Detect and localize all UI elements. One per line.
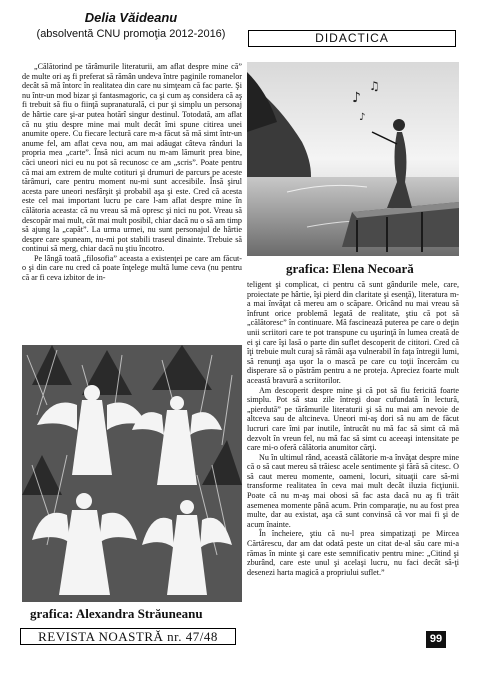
- caption-left: grafica: Alexandra Străuneanu: [30, 606, 203, 621]
- svg-text:♪: ♪: [359, 112, 366, 123]
- illustration-angels: [22, 345, 242, 602]
- page-number: 99: [426, 631, 446, 648]
- svg-text:♪: ♪: [352, 90, 361, 106]
- caption-right: grafica: Elena Necoară: [286, 261, 414, 276]
- magazine-footer: REVISTA NOASTRĂ nr. 47/48: [20, 628, 236, 645]
- paragraph: „Călătorind pe tărâmurile literaturii, am aflat despre mine că” de multe ori aş fi preferat să rămân undeva între paginile romanelor decât să mă întorc în realitatea din care nu simţeam că fac parte. Şi nu într-un mod bizar şi fantasmagoric, ca şi cum aş considera că aş fi trebuit să fiu o fiinţă supranaturală, ci pur şi simplu un personaj de hârtie care şi-ar putea hotărî singur destinul. Totodată, am aflat că nu ştiu despre mine mai mult decât îmi spune citirea unei anumite opere. Cu fiecare lectură care m-a făcut să mă simt într-un anume fel, am aflat ceva nou, am mai adăugat câteva rânduri la propria mea „carte”. Însă nici acum nu m-am lămurit prea bine, căci uneori nici eu nu pot să recunosc ce am „scris”. Poate pentru că mai am extrem de multe cotituri şi drumuri de parcurs pe aceste tărâmuri, care pentru moment nu-mi sunt accesibile. Însă şirul acesta pare uneori nesfârşit şi probabil aşa şi este. Cred că acesta este cel mai important lucru pe care l-am aflat despre mine în călătoria aceasta: că nu vreau să mă opresc şi nici nu pot. Vreau să descopăr mai mult, căt mai mult posibil, chiar dacă nu o să am timp să ajung la „capăt”. La urma urmei, nu sunt personajul de hârtie despre care spuneam, nu-mi pot stabili traseul dinainte. Trebuie să continui să merg, chiar dacă nu ştiu încotro.: [22, 62, 242, 254]
- paragraph: În încheiere, ştiu că nu-l prea simpatizaţi pe Mircea Cărtărescu, dar am dat odată peste un citat de-al său care mi-a rămas în minte şi care este semnificativ pentru mine: „Citind şi zburând, care este unul şi acelaşi lucru, nu faci decât să-ţi desenezi harta magică a propriului suflet.”: [247, 529, 459, 577]
- author-name: Delia Văideanu: [84, 10, 178, 25]
- illustration-violinist: [247, 62, 459, 256]
- author-subtitle: (absolventă CNU promoţia 2012-2016): [36, 28, 226, 40]
- section-title: DIDACTICA: [248, 30, 456, 47]
- paragraph: teligent şi complicat, ci pentru că sunt gândurile mele, care, proiectate pe hârtie, îşi pierd din claritate şi esenţă), literatura m-a mai învăţat că mereu am o scăpare. Oricând nu mai vreau să înfrunt orice problemă legată de realitate, ştiu că pot să „călătoresc” în continuare. Mă fascinează puterea pe care o deţin unii scriitori care te pot transpune cu uşurinţă în lumea creată de ei şi care îşi lasă o parte din suflet descoperit de cititori. Cred că îţi trebuie mult curaj să rămâi aşa vulnerabil în faţa întregii lumi, să renunţi aşa uşor la o mască pe care cu toţii încercăm cu disperare să o păstrăm pentru a ne proteja. Apreciez foarte mult aceastã bravură a scriitorilor.: [247, 280, 459, 385]
- article-column-left: [22, 62, 242, 345]
- painting-angels-forest: [22, 345, 242, 602]
- paragraph: Am descoperit despre mine şi că pot să fiu fericită foarte simplu. Pot să stau zile întregi doar cufundată în lectură, „pierdută” pe tărâmurile literaturii şi să nu mai am nevoie de altceva sau de altcineva. Uneori mi-aş dori să nu am de făcut lucruri care îmi par inutile, întrucât nu mă fac să simt că mă dezvolt în vreun fel, nu mă fac să simt cu aceeaşi intensitate pe care mi-o oferă călătoria anumitor cărţi.: [247, 385, 459, 453]
- painting-lake-violinist: [247, 62, 459, 256]
- author-block: [20, 10, 242, 42]
- article-column-right: [247, 280, 459, 630]
- svg-text:♫: ♫: [369, 79, 380, 93]
- paragraph: Pe lângă toată „filosofia” aceasta a existenţei pe care am făcut-o şi din care nu cred că poate înţelege multă lume ceva (nu pentru că ar fi ceva izbitor de in-: [22, 253, 242, 283]
- paragraph: Nu în ultimul rând, această călătorie m-a învăţat despre mine că o să caut mereu să trăiesc acele sentimente şi fără să citesc. O să caut mereu momente, oameni, locuri, situaţii care să-mi transforme realitatea în ceva mai mult decât iluzia ficţiunii. Poate că nu m-aş mai obosi să fac asta dacă nu aş fi trăit asemenea momente până acum. Prin comparaţie, nu au fost prea multe, dar au existat, aşa că sunt convinsă că vor mai fi şi de acum înainte.: [247, 452, 459, 529]
